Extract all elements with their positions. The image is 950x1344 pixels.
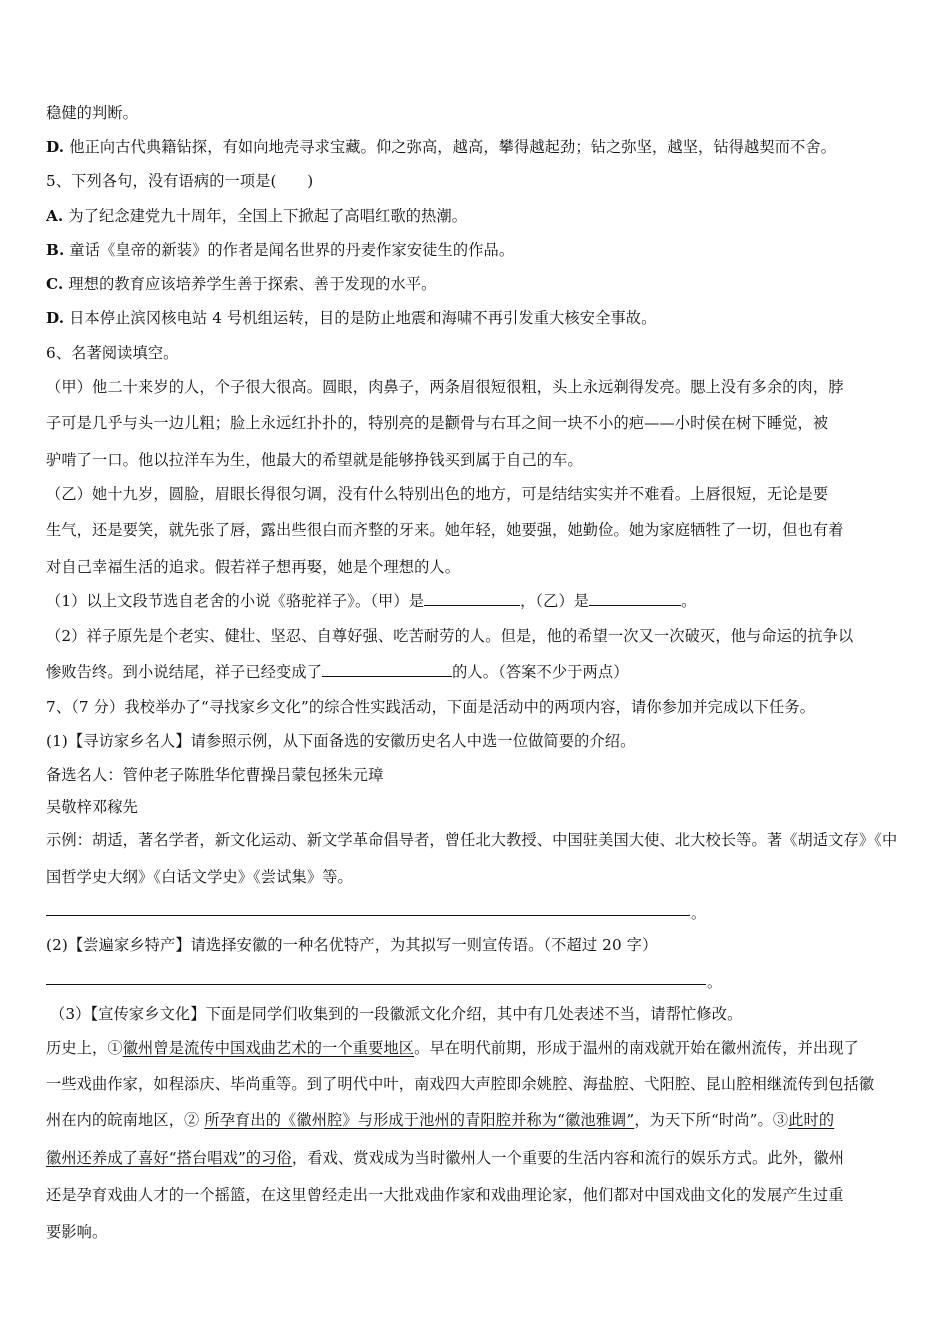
q6-jia-line: 驴啃了一口。他以拉洋车为生，他最大的希望就是能够挣钱买到属于自己的车。 <box>46 451 583 469</box>
option-label: B. <box>46 241 65 259</box>
q6-yi-line: 生气，还是要笑，就先张了唇，露出些很白而齐整的牙来。她年轻，她要强，她勤俭。她为家庭牺牲了一切，但也有着 <box>46 521 844 539</box>
answer-line-2[interactable] <box>46 984 706 985</box>
q6-part2-line2 <box>46 662 629 682</box>
answer-line-period: 。 <box>691 904 707 922</box>
q6-part1-text-c: 。 <box>681 592 697 610</box>
q6-yi-line: 对自己幸福生活的追求。假若祥子想再娶，她是个理想的人。 <box>46 558 461 576</box>
passage-text: 州在内的皖南地区，② <box>46 1111 205 1129</box>
q5-stem: 5、下列各句，没有语病的一项是( ) <box>46 172 314 190</box>
passage-line: 还是孕育戏曲人才的一个摇篮，在这里曾经走出一大批戏曲作家和戏曲理论家，他们都对中国戏曲文化的发展产生过重 <box>46 1186 844 1204</box>
q6-part1-text-b: ，（乙）是 <box>520 592 590 610</box>
q6-part1 <box>46 591 697 611</box>
q7-example-line1: 示例：胡适，著名学者，新文化运动、新文学革命倡导者，曾任北大教授、中国驻美国大使、北大校长等。著《胡适文存》《中 <box>46 831 898 849</box>
q7-stem: 7、（7 分）我校举办了“寻找家乡文化”的综合性实践活动，下面是活动中的两项内容，请你参加并完成以下任务。 <box>46 698 816 716</box>
passage-line: 要影响。 <box>46 1223 108 1241</box>
passage-line <box>46 1110 834 1130</box>
passage-line <box>46 1038 859 1058</box>
passage-line: 一些戏曲作家，如程添庆、毕尚重等。到了明代中叶，南戏四大声腔即余姚腔、海盐腔、弋阳腔、昆山腔相继流传到包括徽 <box>46 1075 875 1093</box>
q7-sub2: (2)【尝遍家乡特产】请选择安徽的一种名优特产，为其拟写一则宣传语。（不超过 20 字） <box>46 936 658 954</box>
passage-text: 。早在明代前期，形成于温州的南戏就开始在徽州流传，并出现了 <box>414 1039 859 1057</box>
answer-blank-xiangzi[interactable] <box>322 662 452 677</box>
q6-jia-line: （甲）他二十来岁的人，个子很大很高。圆眼，肉鼻子，两条眉很短很粗，头上永远剃得发亮。腮上没有多余的肉，脖 <box>46 378 844 396</box>
q7-candidates-line1: 备选名人：管仲老子陈胜华佗曹操吕蒙包拯朱元璋 <box>46 766 384 784</box>
option-text: 理想的教育应该培养学生善于探索、善于发现的水平。 <box>68 275 437 293</box>
passage-text: ，看戏、赏戏成为当时徽州人一个重要的生活内容和流行的娱乐方式。此外，徽州 <box>291 1149 845 1167</box>
option-text: 他正向古代典籍钻探，有如向地壳寻求宝藏。仰之弥高，越高，攀得越起劲；钻之弥坚，越坚，钻得越契而不舍。 <box>69 138 837 156</box>
option-text: 为了纪念建党九十周年，全国上下掀起了高唱红歌的热潮。 <box>68 207 468 225</box>
flagged-sentence-1: 徽州曾是流传中国戏曲艺术的一个重要地区 <box>122 1039 415 1057</box>
q6-part2-text-b: 的人。（答案不少于两点） <box>452 663 629 681</box>
flagged-sentence-2: 所孕育出的《徽州腔》与形成于池州的青阳腔并称为“徽池雅调” <box>204 1111 635 1129</box>
flagged-sentence-3-cont: 徽州还养成了喜好“搭台唱戏”的习俗 <box>46 1149 292 1167</box>
q5-option-d <box>46 308 656 328</box>
q7-sub3: （3）【宣传家乡文化】下面是同学们收集到的一段徽派文化介绍，其中有几处表述不当，请帮忙修改。 <box>50 1005 743 1023</box>
q6-part2-line1: （2）祥子原先是个老实、健壮、坚忍、自尊好强、吃苦耐劳的人。但是，他的希望一次又一次破灭，他与命运的抗争以 <box>46 627 854 645</box>
passage-text: 历史上，① <box>46 1039 123 1057</box>
option-text: 日本停止滨冈核电站 4 号机组运转，目的是防止地震和海啸不再引发重大核安全事故。 <box>69 309 657 327</box>
q4-tail-text: 稳健的判断。 <box>46 104 139 122</box>
passage-line <box>46 1148 844 1168</box>
option-label: D. <box>46 309 65 327</box>
q5-option-b <box>46 240 514 260</box>
passage-text: ，为天下所“时尚”。③ <box>634 1111 789 1129</box>
q6-jia-line: 子可是几乎与头一边儿粗；脸上永远红扑扑的，特别亮的是颧骨与右耳之间一块不小的疤——小时侯在树下睡觉，被 <box>46 414 829 432</box>
answer-blank-jia[interactable] <box>424 591 520 606</box>
q6-part1-text-a: （1）以上文段节选自老舍的小说《骆驼祥子》。（甲）是 <box>46 592 425 610</box>
answer-line-1[interactable] <box>46 915 690 916</box>
option-label: A. <box>46 207 64 225</box>
answer-blank-yi[interactable] <box>589 591 681 606</box>
q6-stem: 6、名著阅读填空。 <box>46 344 179 362</box>
option-label: D. <box>46 138 65 156</box>
option-text: 童话《皇帝的新装》的作者是闻名世界的丹麦作家安徒生的作品。 <box>69 241 515 259</box>
q5-option-c <box>46 274 437 294</box>
q7-sub1: (1)【寻访家乡名人】请参照示例，从下面备选的安徽历史名人中选一位做简要的介绍。 <box>46 732 636 750</box>
answer-line-period: 。 <box>707 973 723 991</box>
q7-example-line2: 国哲学史大纲》《白话文学史》《尝试集》等。 <box>46 868 353 886</box>
flagged-sentence-3: 此时的 <box>788 1111 835 1129</box>
q6-yi-line: （乙）她十九岁，圆脸，眉眼长得很匀调，没有什么特别出色的地方，可是结结实实并不难看。上唇很短，无论是要 <box>46 485 829 503</box>
q5-option-a <box>46 206 467 226</box>
q6-part2-text-a: 惨败告终。到小说结尾，祥子已经变成了 <box>46 663 323 681</box>
q4-option-d <box>46 137 836 157</box>
option-label: C. <box>46 275 64 293</box>
q7-candidates-line2: 吴敬梓邓稼先 <box>46 798 139 816</box>
